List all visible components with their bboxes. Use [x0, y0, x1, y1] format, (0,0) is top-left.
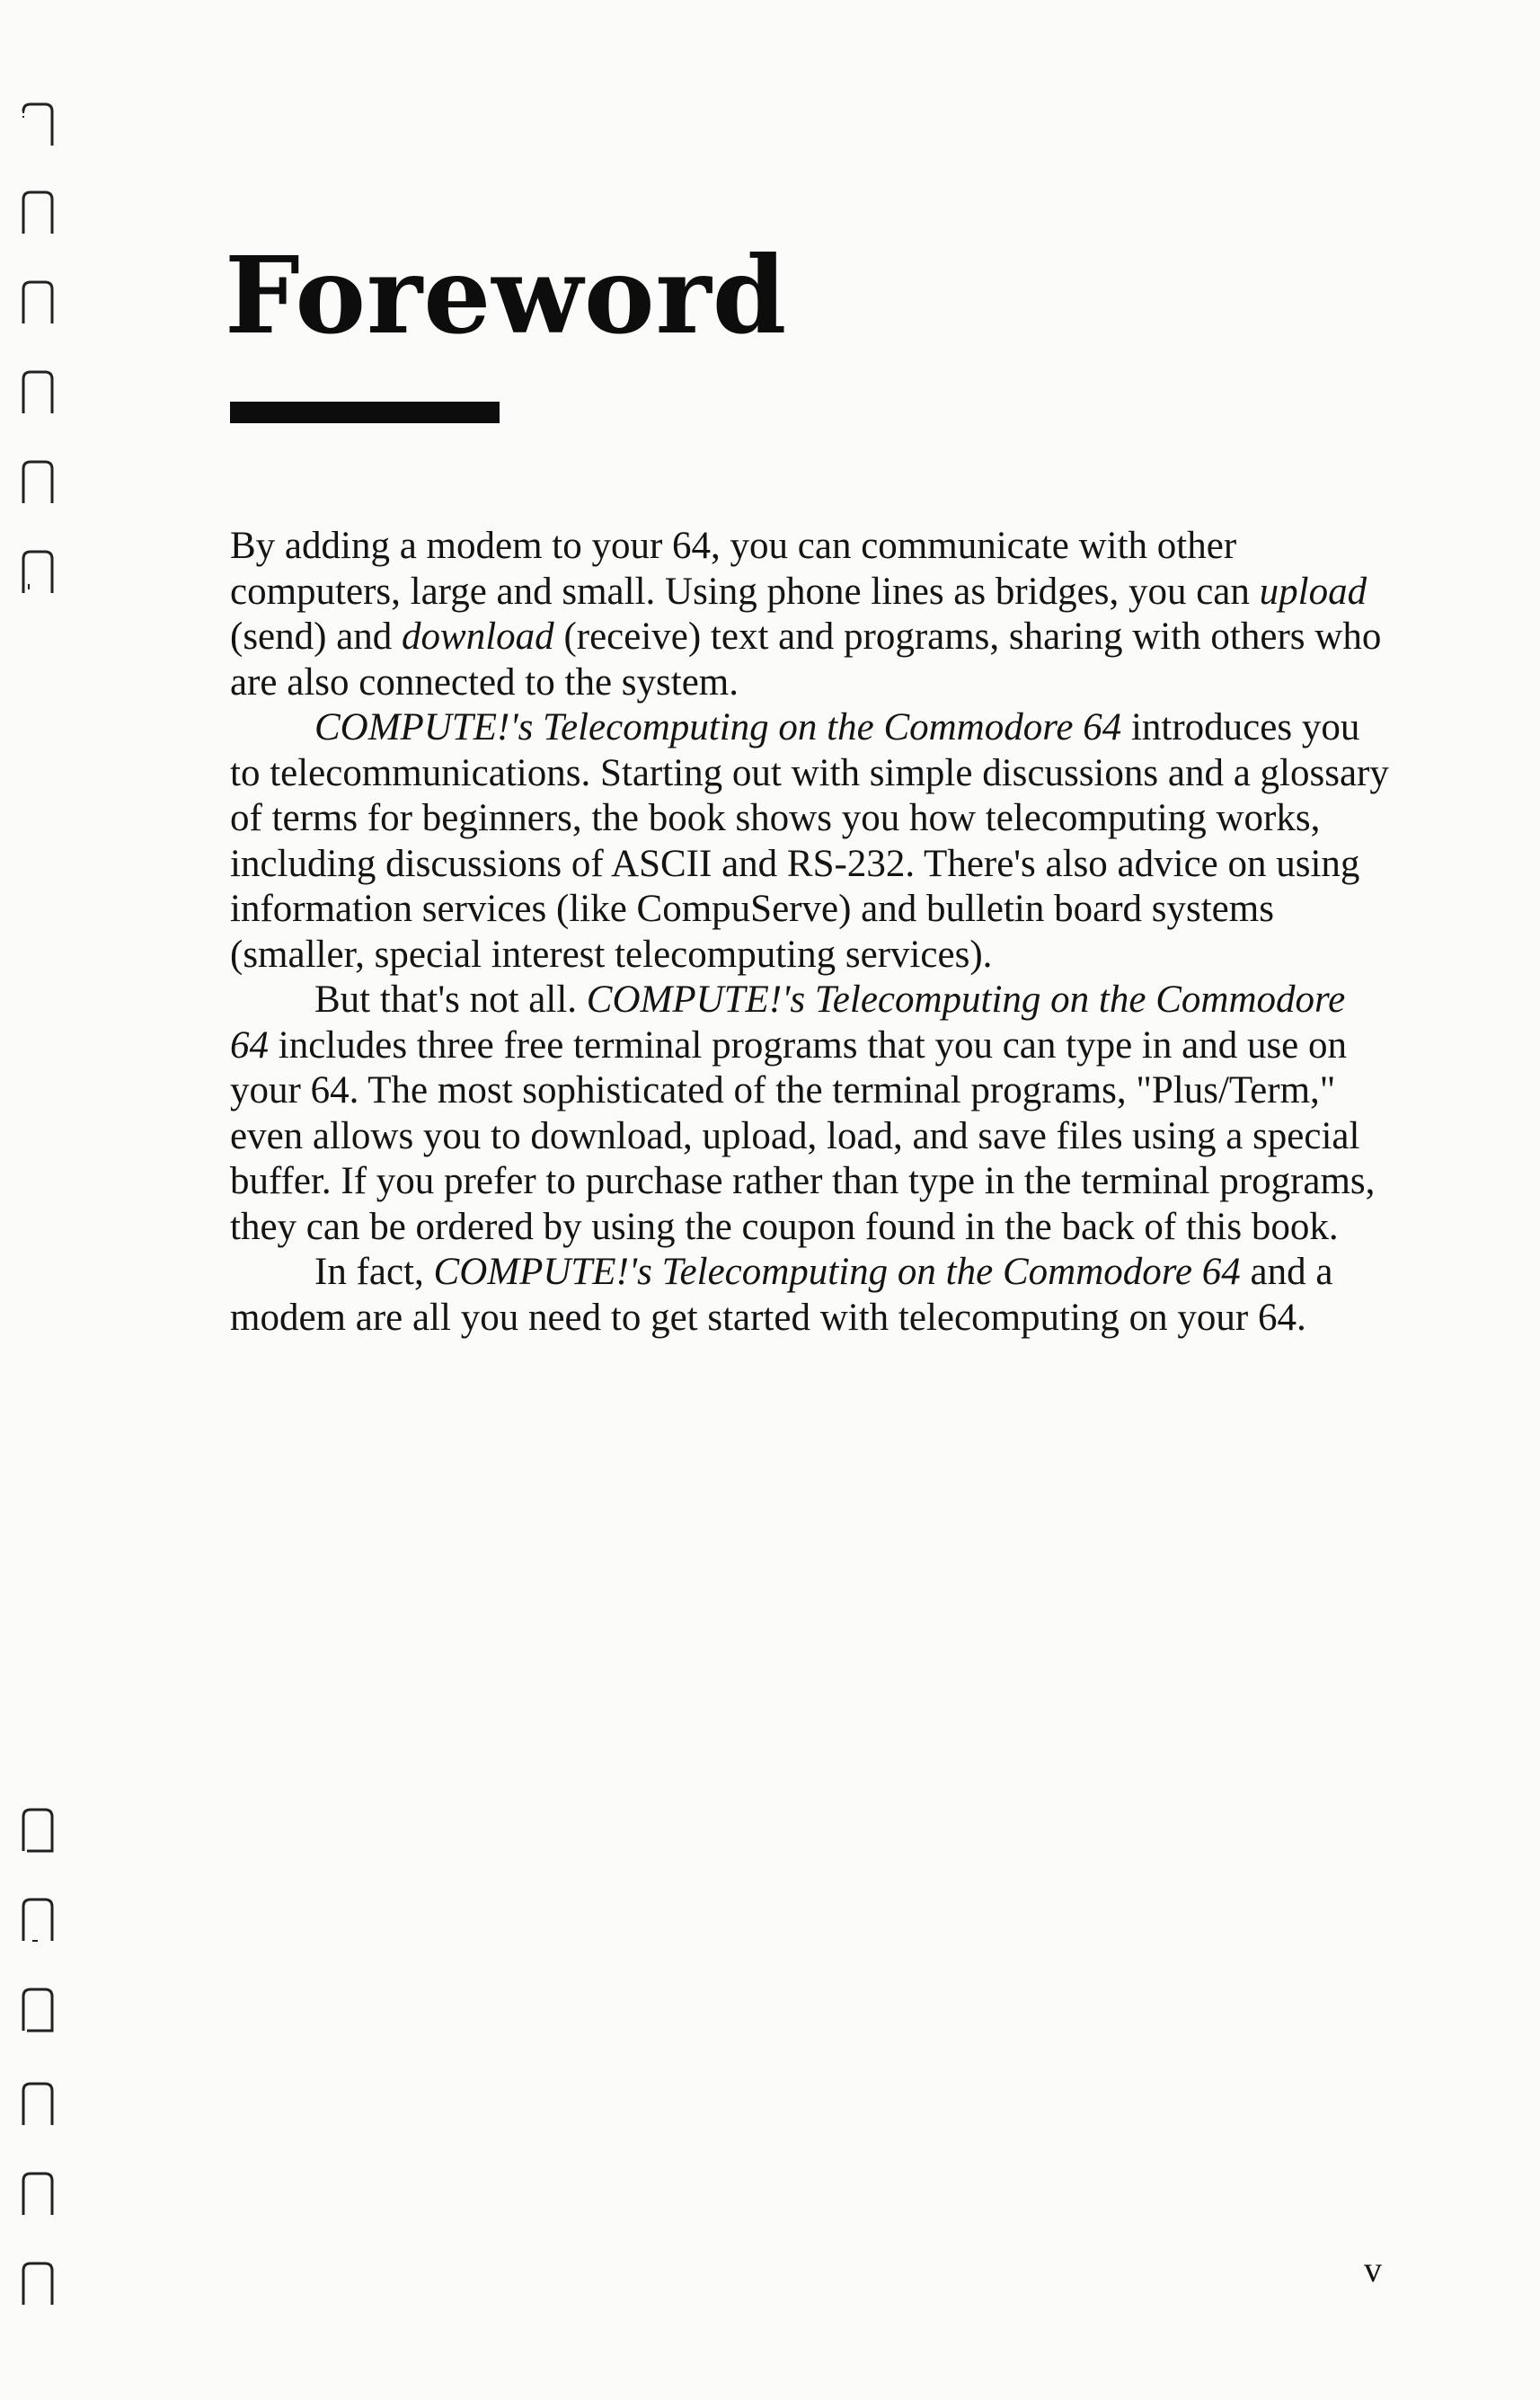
binder-mark — [20, 368, 56, 417]
paragraph — [230, 1250, 1389, 1341]
binder-mark — [20, 2260, 56, 2308]
binder-mark — [20, 189, 56, 237]
binder-mark — [20, 279, 56, 327]
binder-mark — [20, 458, 56, 507]
text-span: In fact, — [314, 1251, 434, 1293]
italic-term: upload — [1259, 570, 1367, 613]
binder-mark — [20, 1986, 56, 2034]
binder-mark — [20, 2170, 56, 2218]
binder-mark — [20, 2080, 56, 2129]
paragraph — [230, 705, 1389, 978]
book-title: COMPUTE!'s Telecomputing on the Commodore 64 — [230, 979, 1346, 1067]
binder-mark — [20, 101, 56, 149]
italic-term: download — [402, 615, 554, 658]
page-number: v — [1364, 2249, 1382, 2289]
paragraph — [230, 524, 1389, 705]
text-span: and a modem are all you need to get started with telecomputing on your 64. — [230, 1251, 1333, 1339]
text-span: includes three free terminal programs that you can type in and use on your 64. The most sophisticated of the terminal programs, "Plus/Term," even allows you to download, upload, load, and save files using a special buffer. If you prefer to purchase rather than type in the terminal programs, they can be ordered by using the coupon found in the back of this book. — [230, 1023, 1376, 1248]
paragraph — [230, 978, 1389, 1250]
text-span: (send) and — [230, 615, 403, 658]
book-title: COMPUTE!'s Telecomputing on the Commodore 64 — [314, 706, 1122, 748]
binder-mark — [20, 548, 56, 597]
text-span: But that's not all. — [314, 979, 587, 1021]
text-span: (receive) text and programs, sharing with others who are also connected to the system. — [230, 615, 1382, 704]
binder-mark — [20, 1806, 56, 1855]
binder-mark — [20, 1896, 56, 1944]
page-title: Foreword — [225, 233, 788, 358]
foreword-body — [230, 524, 1389, 1341]
book-title: COMPUTE!'s Telecomputing on the Commodore 64 — [433, 1251, 1241, 1293]
title-underline-bar — [230, 402, 500, 423]
text-span: By adding a modem to your 64, you can communicate with other computers, large and small. Using phone lines as bridges, you can — [230, 525, 1260, 613]
text-span: introduces you to telecommunications. Starting out with simple discussions and a glossary of terms for beginners, the book shows you how telecomputing works, including discussions of ASCII and RS-232. There's also advice on using information services (like CompuServe) and bulletin board systems (smaller, special interest telecomputing services). — [230, 706, 1389, 976]
